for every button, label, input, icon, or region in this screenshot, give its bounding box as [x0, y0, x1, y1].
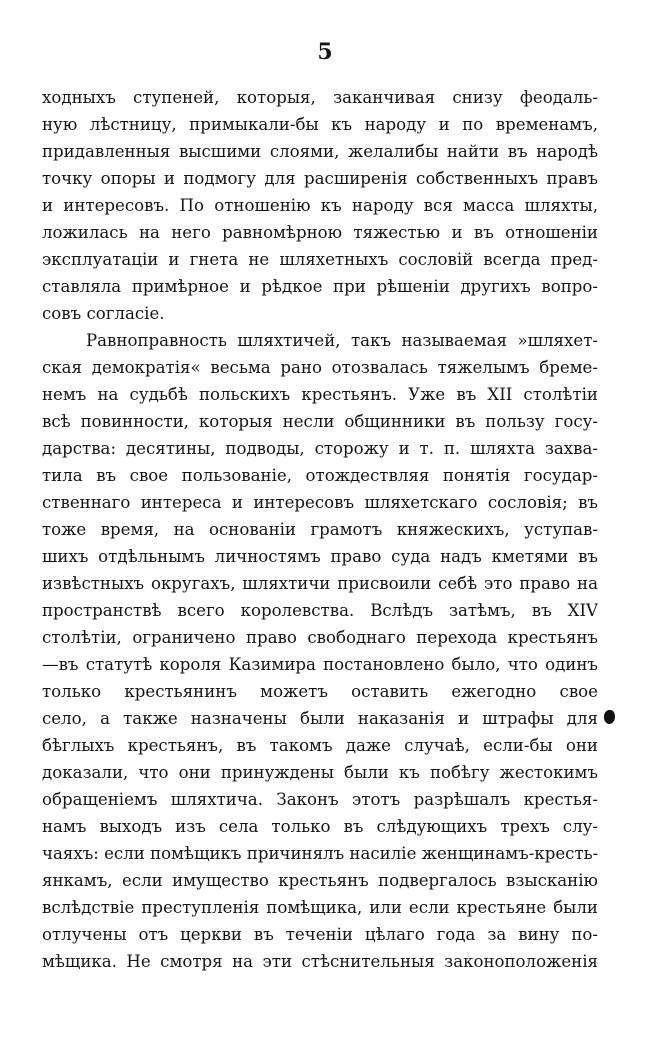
body-text — [42, 84, 598, 975]
page-number: 5 — [317, 39, 333, 65]
text-line: Равноправность шляхтичей, такъ называемая »шляхет- — [86, 331, 598, 350]
text-line: только крестьянинъ можетъ оставить ежегодно свое — [42, 682, 598, 701]
paragraph-1 — [42, 84, 598, 327]
text-line: извѣстныхъ округахъ, шляхтичи присвоили себѣ это право на — [42, 574, 598, 593]
text-line: немъ на судьбѣ польскихъ крестьянъ. Уже въ XII столѣтіи — [42, 385, 598, 404]
text-line: тоже время, на основаніи грамотъ княжескихъ, уступав- — [42, 520, 598, 539]
text-line: всѣ повинности, которыя несли общинники въ пользу госу- — [42, 412, 598, 431]
text-line: вслѣдствіе преступленія помѣщика, или если крестьяне были — [42, 898, 598, 917]
paragraph-2 — [42, 327, 598, 975]
text-line: ственнаго интереса и интересовъ шляхетскаго сословія; въ — [42, 493, 598, 512]
text-line: доказали, что они принуждены были къ побѣгу жестокимъ — [42, 763, 598, 782]
text-line: ную лѣстницу, примыкали-бы къ народу и по временамъ, — [42, 115, 598, 134]
text-line: ложилась на него равномѣрною тяжестью и въ отношеніи — [42, 223, 598, 242]
text-line: ставляла примѣрное и рѣдкое при рѣшеніи другихъ вопро- — [42, 277, 598, 296]
ink-spot — [604, 710, 615, 724]
text-line: отлучены отъ церкви въ теченіи цѣлаго года за вину по- — [42, 925, 598, 944]
text-line: —въ статутѣ короля Казимира постановлено было, что одинъ — [42, 655, 598, 674]
text-line: совъ согласіе. — [42, 304, 165, 323]
text-line: точку опоры и подмогу для расширенія собственныхъ правъ — [42, 169, 598, 188]
text-line: и интересовъ. По отношенію къ народу вся масса шляхты, — [42, 196, 598, 215]
text-line: эксплуатаціи и гнета не шляхетныхъ сословій всегда пред- — [42, 250, 598, 269]
text-line: ходныхъ ступеней, которыя, заканчивая снизу феодаль- — [42, 88, 598, 107]
text-line: мѣщика. Не смотря на эти стѣснительныя законоположенія — [42, 952, 598, 971]
text-line: бѣглыхъ крестьянъ, въ такомъ даже случаѣ, если-бы они — [42, 736, 598, 755]
text-line: янкамъ, если имущество крестьянъ подвергалось взысканію — [42, 871, 598, 890]
text-line: пространствѣ всего королевства. Вслѣдъ затѣмъ, въ XIV — [42, 601, 598, 620]
text-line: чаяхъ: если помѣщикъ причинялъ насиліе женщинамъ-кресть- — [42, 844, 598, 863]
text-line: дарства: десятины, подводы, сторожу и т. п. шляхта захва- — [42, 439, 598, 458]
text-line: придавленныя высшими слоями, желалибы найти въ народѣ — [42, 142, 598, 161]
text-line: шихъ отдѣльнымъ личностямъ право суда надъ кметями въ — [42, 547, 598, 566]
text-line: столѣтіи, ограничено право свободнаго перехода крестьянъ — [42, 628, 598, 647]
text-line: намъ выходъ изъ села только въ слѣдующихъ трехъ слу- — [42, 817, 598, 836]
text-line: тила въ свое пользованіе, отождествляя понятія государ- — [42, 466, 598, 485]
text-line: ская демократія« весьма рано отозвалась тяжелымъ бреме- — [42, 358, 598, 377]
text-line: обращеніемъ шляхтича. Законъ этотъ разрѣшалъ крестья- — [42, 790, 598, 809]
text-line: село, а также назначены были наказанія и штрафы для — [42, 709, 598, 728]
